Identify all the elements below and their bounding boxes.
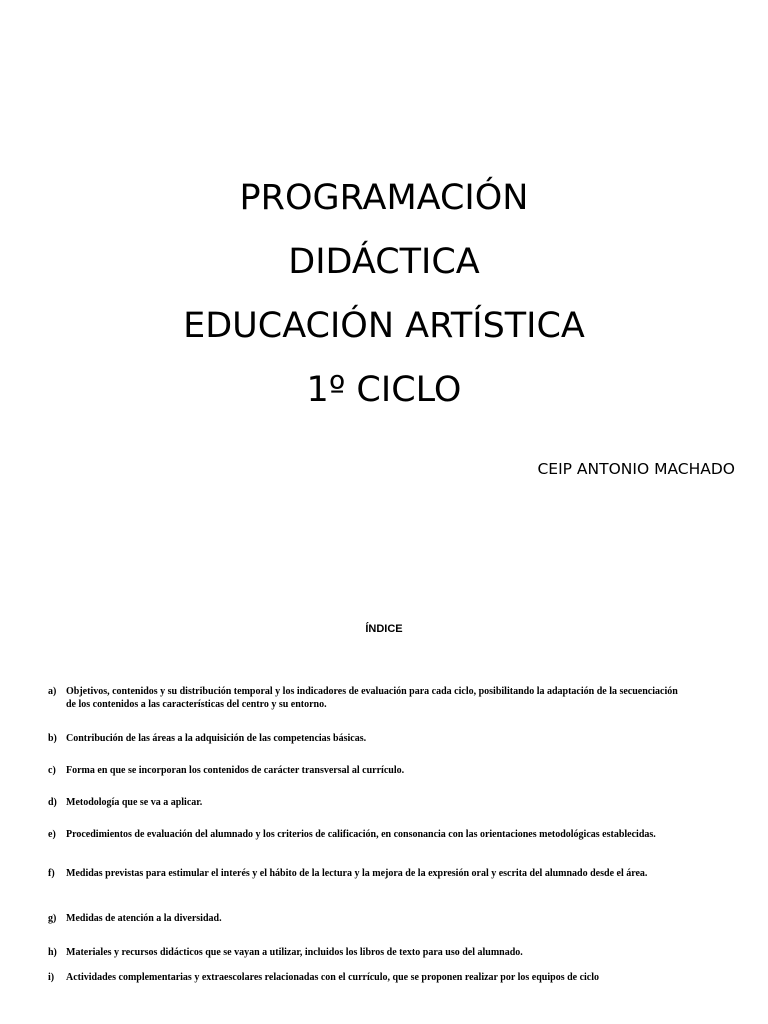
index-item-letter: h): [48, 947, 57, 958]
title-line-didactica: DIDÁCTICA: [288, 242, 480, 282]
index-item-f: [48, 867, 688, 880]
index-item-text: Forma en que se incorporan los contenidos de carácter transversal al currículo.: [66, 765, 405, 776]
index-item-a: [48, 685, 688, 711]
index-item-letter: e): [48, 829, 56, 840]
school-name: CEIP ANTONIO MACHADO: [537, 460, 735, 478]
index-item-text: Actividades complementarias y extraescolares relacionadas con el currículo, que se proponen realizar por los equipos de ciclo: [66, 972, 600, 983]
index-item-text: Metodología que se va a aplicar.: [66, 797, 203, 808]
index-item-i: [48, 971, 688, 984]
index-heading: ÍNDICE: [365, 623, 403, 635]
index-item-letter: b): [48, 733, 57, 744]
title-line-educacion-artistica: EDUCACIÓN ARTÍSTICA: [183, 306, 585, 346]
index-item-g: [48, 912, 688, 925]
index-item-letter: i): [48, 972, 55, 983]
index-item-text: Medidas previstas para estimular el interés y el hábito de la lectura y la mejora de la expresión oral y escrita del alumnado desde el área.: [66, 868, 648, 879]
index-item-letter: g): [48, 913, 57, 924]
title-line-ciclo: 1º CICLO: [306, 370, 462, 410]
index-item-text: Objetivos, contenidos y su distribución temporal y los indicadores de evaluación para cada ciclo, posibilitando la adaptación de la secuenciación de los contenidos a las características del centro y su entorno.: [66, 686, 678, 710]
index-item-letter: c): [48, 765, 56, 776]
index-item-e: [48, 828, 688, 841]
index-item-text: Medidas de atención a la diversidad.: [66, 913, 222, 924]
index-item-letter: f): [48, 868, 55, 879]
document-title: [0, 166, 768, 422]
index-item-letter: d): [48, 797, 57, 808]
index-item-h: [48, 946, 688, 959]
title-line-programacion: PROGRAMACIÓN: [239, 178, 529, 218]
index-item-d: [48, 796, 688, 809]
index-item-text: Materiales y recursos didácticos que se vayan a utilizar, incluidos los libros de texto para uso del alumnado.: [66, 947, 523, 958]
index-item-text: Contribución de las áreas a la adquisición de las competencias básicas.: [66, 733, 367, 744]
index-item-text: Procedimientos de evaluación del alumnado y los criterios de calificación, en consonancia con las orientaciones metodológicas establecidas.: [66, 829, 656, 840]
index-item-c: [48, 764, 688, 777]
index-item-b: [48, 732, 688, 745]
index-item-letter: a): [48, 686, 57, 697]
